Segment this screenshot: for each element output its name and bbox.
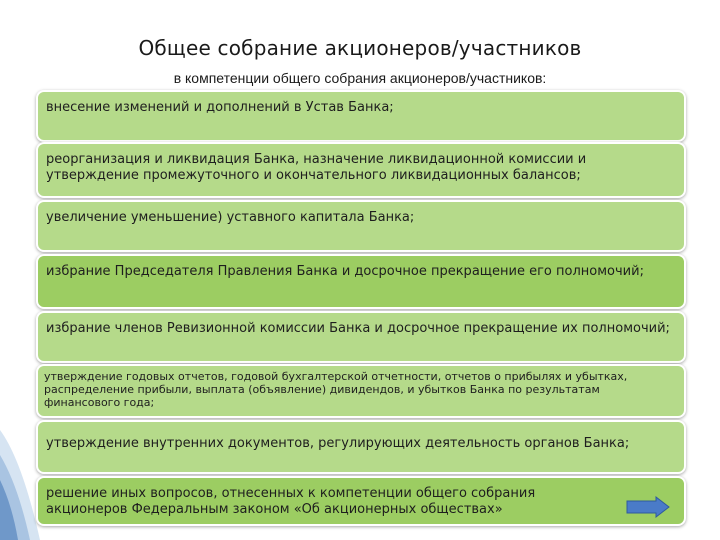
item-text: увеличение уменьшение) уставного капитала Банка; xyxy=(46,210,415,225)
item-text: внесение изменений и дополнений в Устав Банка; xyxy=(46,100,394,115)
right-arrow-icon[interactable] xyxy=(626,496,670,518)
list-item xyxy=(36,142,686,198)
item-text: решение иных вопросов, отнесенных к компетенции общего собрания акционеров Федеральным законом «Об акционерных обществах» xyxy=(46,486,536,517)
item-text: утверждение внутренних документов, регулирующих деятельность органов Банка; xyxy=(46,436,630,451)
page-subtitle: в компетенции общего собрания акционеров/участников: xyxy=(173,70,547,86)
list-item xyxy=(36,90,686,142)
list-item xyxy=(36,311,686,363)
list-item xyxy=(36,254,686,309)
list-item xyxy=(36,420,686,474)
item-text: утверждение годовых отчетов, годовой бухгалтерской отчетности, отчетов о прибылях и убытках, распределение прибыли, выплата (объявление) дивидендов, и убытков Банка по результатам финансового года; xyxy=(44,370,628,409)
item-text: избрание Председателя Правления Банка и досрочное прекращение его полномочий; xyxy=(46,264,644,279)
item-text: реорганизация и ликвидация Банка, назначение ликвидационной комиссии и утверждение промежуточного и окончательного ликвидационных балансов; xyxy=(46,152,587,183)
list-item xyxy=(36,476,686,526)
item-text: избрание членов Ревизионной комиссии Банка и досрочное прекращение их полномочий; xyxy=(46,321,670,336)
list-item xyxy=(36,200,686,252)
list-item xyxy=(36,364,686,418)
page-title: Общее собрание акционеров/участников xyxy=(138,36,582,60)
